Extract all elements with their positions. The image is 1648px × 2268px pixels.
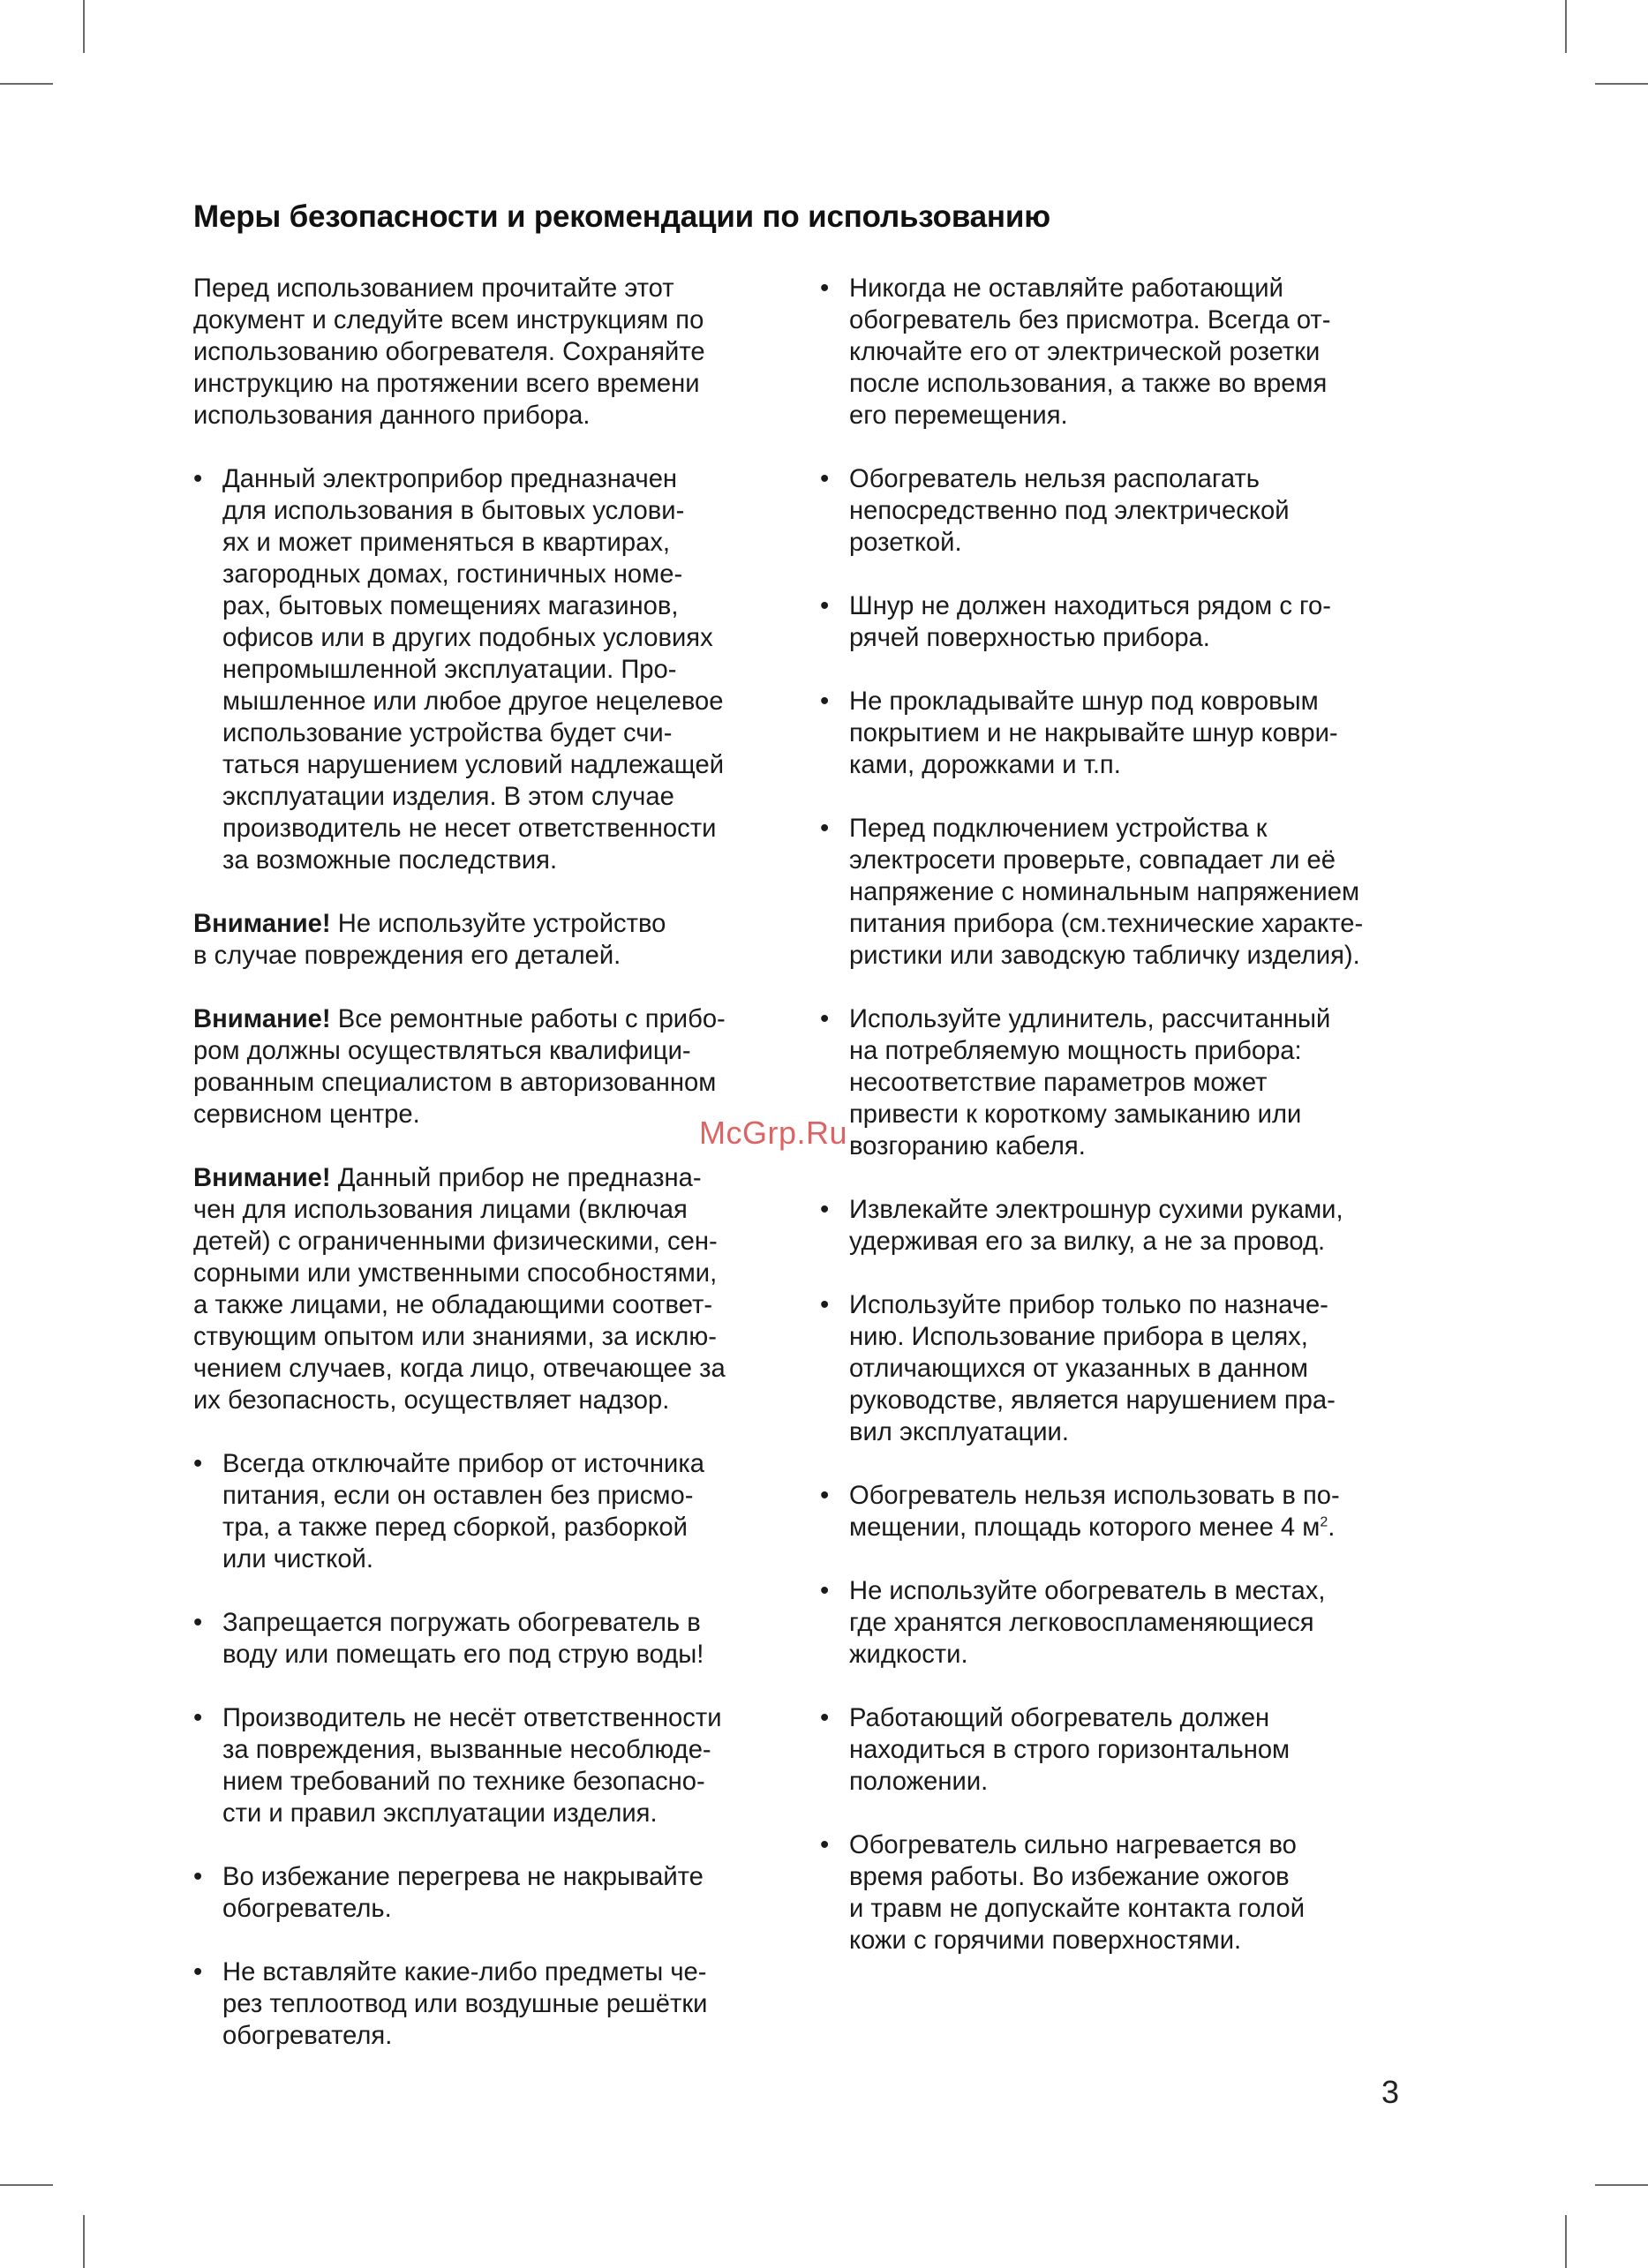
text-line: и травм не допускайте контакта голой bbox=[849, 1895, 1306, 1923]
text-line: положении. bbox=[849, 1768, 989, 1796]
text-line: офисов или в других подобных условиях bbox=[222, 624, 713, 652]
text-line: сти и правил эксплуатации изделия. bbox=[222, 1799, 658, 1828]
bullet-icon: • bbox=[193, 1609, 203, 1637]
warning-label: Внимание! bbox=[193, 910, 331, 938]
bullet-icon: • bbox=[193, 465, 203, 493]
text-line: нию. Использование прибора в целях, bbox=[849, 1323, 1308, 1351]
list-item-text bbox=[222, 1956, 794, 2052]
crop-mark bbox=[83, 0, 85, 53]
text-line: использование устройства будет счи- bbox=[222, 719, 673, 747]
text-line: Производитель не несёт ответственности bbox=[222, 1704, 722, 1732]
watermark: McGrp.Ru bbox=[699, 1115, 848, 1151]
text-line: непосредственно под электрической bbox=[849, 497, 1290, 525]
text-line: эксплуатации изделия. В этом случае bbox=[222, 783, 674, 811]
list-item-text bbox=[849, 686, 1420, 781]
text-line: Данный электроприбор предназначен bbox=[222, 465, 678, 493]
text-line: Не вставляйте какие-либо предметы че- bbox=[222, 1958, 707, 1986]
text-line: чением случаев, когда лицо, отвечающее за bbox=[193, 1355, 726, 1383]
text-line: ром должны осуществляться квалифици- bbox=[193, 1037, 691, 1065]
bullet-icon: • bbox=[193, 1450, 203, 1478]
text-line: непромышленной эксплуатации. Про- bbox=[222, 656, 677, 684]
list-item-text bbox=[222, 1702, 794, 1829]
list-item bbox=[820, 813, 1420, 972]
list-item-text bbox=[849, 1575, 1420, 1671]
text-line: производитель не несет ответственности bbox=[222, 815, 717, 843]
list-item-text bbox=[849, 590, 1420, 654]
crop-mark bbox=[0, 83, 53, 85]
text-line: для использования в бытовых услови- bbox=[222, 497, 685, 525]
warning-paragraph: Внимание! Не используйте устройство в случае повреждения его деталей. bbox=[193, 908, 794, 972]
list-item-text bbox=[849, 463, 1420, 559]
page-number: 3 bbox=[1381, 2074, 1400, 2110]
left-column bbox=[193, 273, 794, 2084]
text-line: мышленное или любое другое нецелевое bbox=[222, 687, 724, 716]
text-line: обогревателя. bbox=[222, 2022, 393, 2050]
list-item bbox=[820, 273, 1420, 432]
text-line: Обогреватель нельзя располагать bbox=[849, 465, 1260, 493]
text-line: сорными или умственными способностями, bbox=[193, 1259, 718, 1288]
text-line: после использования, а также во время bbox=[849, 370, 1328, 398]
text-line: вил эксплуатации. bbox=[849, 1418, 1069, 1446]
list-item-text bbox=[849, 1702, 1420, 1798]
crop-mark bbox=[1595, 83, 1648, 85]
text-line: питания прибора (см.технические характе- bbox=[849, 910, 1364, 938]
text-line: находиться в строго горизонтальном bbox=[849, 1736, 1291, 1764]
text-line: ствующим опытом или знаниями, за исклю- bbox=[193, 1323, 717, 1351]
text-line: ками, дорожками и т.п. bbox=[849, 751, 1121, 779]
list-item-text bbox=[849, 1194, 1420, 1258]
text-line: удерживая его за вилку, а не за провод. bbox=[849, 1228, 1326, 1256]
list-item bbox=[820, 590, 1420, 654]
text-line: их безопасность, осуществляет надзор. bbox=[193, 1386, 670, 1415]
text-line: Всегда отключайте прибор от источника bbox=[222, 1450, 704, 1478]
list-item bbox=[193, 1861, 794, 1925]
bullet-icon: • bbox=[820, 1291, 830, 1319]
text-line: Работающий обогреватель должен bbox=[849, 1704, 1270, 1732]
right-column bbox=[820, 273, 1420, 1988]
list-item bbox=[820, 686, 1420, 781]
list-item bbox=[820, 463, 1420, 559]
text-line: жидкости. bbox=[849, 1641, 968, 1669]
list-item-text bbox=[222, 463, 794, 876]
text-line: Во избежание перегрева не накрывайте bbox=[222, 1863, 704, 1891]
text-line: чен для использования лицами (включая bbox=[193, 1196, 688, 1224]
crop-mark bbox=[0, 2184, 53, 2186]
text-line: или чисткой. bbox=[222, 1545, 373, 1573]
list-item bbox=[193, 1448, 794, 1575]
page-title: Меры безопасности и рекомендации по использованию bbox=[193, 199, 1050, 234]
list-item bbox=[820, 1194, 1420, 1258]
text-line: напряжение с номинальным напряжением bbox=[849, 878, 1360, 906]
crop-mark bbox=[1565, 0, 1567, 53]
list-item-text bbox=[222, 1607, 794, 1671]
bullet-icon: • bbox=[820, 1577, 830, 1605]
bullet-icon: • bbox=[193, 1863, 203, 1891]
crop-mark bbox=[1595, 2184, 1648, 2186]
list-item bbox=[820, 1575, 1420, 1671]
text-line: Не используйте обогреватель в местах, bbox=[849, 1577, 1326, 1605]
bullet-icon: • bbox=[820, 274, 830, 303]
text-line: использованию обогревателя. Сохраняйте bbox=[193, 338, 705, 366]
list-item bbox=[820, 1003, 1420, 1162]
bullet-icon: • bbox=[193, 1958, 203, 1986]
text-line: питания, если он оставлен без присмо- bbox=[222, 1482, 694, 1510]
bullet-icon: • bbox=[820, 1704, 830, 1732]
list-item bbox=[193, 1702, 794, 1829]
text-line: Никогда не оставляйте работающий bbox=[849, 274, 1283, 303]
text-line: нием требований по технике безопасно- bbox=[222, 1768, 705, 1796]
bullet-icon: • bbox=[820, 1005, 830, 1033]
list-item-text bbox=[222, 1861, 794, 1925]
list-item-text: Обогреватель нельзя использовать в по- мещении, площадь которого менее 4 $м^2$. bbox=[849, 1482, 1340, 1542]
list-item bbox=[193, 1956, 794, 2052]
text-line: его перемещения. bbox=[849, 402, 1068, 430]
text-line: в случае повреждения его деталей. bbox=[193, 942, 621, 970]
intro-paragraph bbox=[193, 273, 794, 432]
text-line: где хранятся легковоспламеняющиеся bbox=[849, 1609, 1314, 1637]
text-line: отличающихся от указанных в данном bbox=[849, 1355, 1309, 1383]
list-item-text bbox=[849, 813, 1420, 972]
bullet-icon: • bbox=[820, 815, 830, 843]
text-line: ристики или заводскую табличку изделия). bbox=[849, 942, 1360, 970]
bullet-icon: • bbox=[820, 465, 830, 493]
text-line: рячей поверхностью прибора. bbox=[849, 624, 1210, 652]
warning-paragraph: Внимание! Данный прибор не предназна- чен для использования лицами (включая детей) с ограниченными физическими, сен- сорными или умственными способностями, а также лицами, не обладающими соответ- ствующим опытом или знаниями, за исклю- чением случаев, когда лицо, отвечающее за их безопасность, осуществляет надзор. bbox=[193, 1162, 794, 1416]
text-line: рез теплоотвод или воздушные решётки bbox=[222, 1990, 708, 2018]
text-line: а также лицами, не обладающими соответ- bbox=[193, 1291, 713, 1319]
list-item bbox=[820, 1702, 1420, 1798]
text-line: возгоранию кабеля. bbox=[849, 1132, 1086, 1160]
text-line: таться нарушением условий надлежащей bbox=[222, 751, 725, 779]
text-line: Не прокладывайте шнур под ковровым bbox=[849, 687, 1319, 716]
bullet-icon: • bbox=[193, 1704, 203, 1732]
text-line: ключайте его от электрической розетки bbox=[849, 338, 1321, 366]
text-line: рах, бытовых помещениях магазинов, bbox=[222, 592, 679, 620]
text-line: за возможные последствия. bbox=[222, 846, 558, 875]
bullet-icon: • bbox=[820, 687, 830, 716]
text-line: покрытием и не накрывайте шнур коври- bbox=[849, 719, 1338, 747]
crop-mark bbox=[1565, 2215, 1567, 2268]
text-line: обогреватель. bbox=[222, 1895, 392, 1923]
text-line: Перед использованием прочитайте этот bbox=[193, 274, 674, 303]
text-line: Обогреватель сильно нагревается во bbox=[849, 1831, 1297, 1859]
list-item-text bbox=[222, 1448, 794, 1575]
bullet-icon: • bbox=[820, 1482, 830, 1510]
text-line: загородных домах, гостиничных номе- bbox=[222, 560, 683, 589]
text-line: розеткой. bbox=[849, 529, 962, 557]
crop-mark bbox=[83, 2215, 85, 2268]
text-line: рованным специалистом в авторизованном bbox=[193, 1069, 717, 1097]
text-line: на потребляемую мощность прибора: bbox=[849, 1037, 1302, 1065]
list-item bbox=[193, 1607, 794, 1671]
text-line: воду или помещать его под струю воды! bbox=[222, 1641, 704, 1669]
warning-label: Внимание! bbox=[193, 1005, 331, 1033]
text-line: детей) с ограниченными физическими, сен- bbox=[193, 1228, 718, 1256]
list-item bbox=[820, 1480, 1420, 1543]
text-line: сервисном центре. bbox=[193, 1100, 420, 1129]
text-line: время работы. Во избежание ожогов bbox=[849, 1863, 1290, 1891]
bullet-icon: • bbox=[820, 1196, 830, 1224]
list-item-text bbox=[849, 1289, 1420, 1448]
bullet-icon: • bbox=[820, 592, 830, 620]
text-line: Используйте прибор только по назначе- bbox=[849, 1291, 1328, 1319]
list-item bbox=[820, 1829, 1420, 1956]
text-line: обогреватель без присмотра. Всегда от- bbox=[849, 306, 1331, 334]
text-line: Шнур не должен находиться рядом с го- bbox=[849, 592, 1332, 620]
text-line: электросети проверьте, совпадает ли её bbox=[849, 846, 1336, 875]
text-line: Извлекайте электрошнур сухими руками, bbox=[849, 1196, 1343, 1224]
text-line: руководстве, является нарушением пра- bbox=[849, 1386, 1336, 1415]
text-line: Используйте удлинитель, рассчитанный bbox=[849, 1005, 1331, 1033]
text-line: инструкцию на протяжении всего времени bbox=[193, 370, 700, 398]
text-line: тра, а также перед сборкой, разборкой bbox=[222, 1513, 688, 1542]
list-item-text bbox=[849, 1829, 1420, 1956]
list-item bbox=[193, 463, 794, 876]
warning-paragraph: Внимание! Все ремонтные работы с прибо- ром должны осуществляться квалифици- рованным специалистом в авторизованном сервисном центре. bbox=[193, 1003, 794, 1130]
text-line: использования данного прибора. bbox=[193, 402, 591, 430]
text-line: документ и следуйте всем инструкциям по bbox=[193, 306, 704, 334]
text-line: Запрещается погружать обогреватель в bbox=[222, 1609, 701, 1637]
bullet-icon: • bbox=[820, 1831, 830, 1859]
list-item-text bbox=[849, 273, 1420, 432]
text-line: Перед подключением устройства к bbox=[849, 815, 1268, 843]
list-item-text bbox=[849, 1003, 1420, 1162]
warning-label: Внимание! bbox=[193, 1164, 331, 1192]
text-line: кожи с горячими поверхностями. bbox=[849, 1926, 1242, 1955]
text-line: привести к короткому замыканию или bbox=[849, 1100, 1302, 1129]
text-line: несоответствие параметров может bbox=[849, 1069, 1268, 1097]
text-line: за повреждения, вызванные несоблюде- bbox=[222, 1736, 711, 1764]
list-item bbox=[820, 1289, 1420, 1448]
text-line: ях и может применяться в квартирах, bbox=[222, 529, 671, 557]
